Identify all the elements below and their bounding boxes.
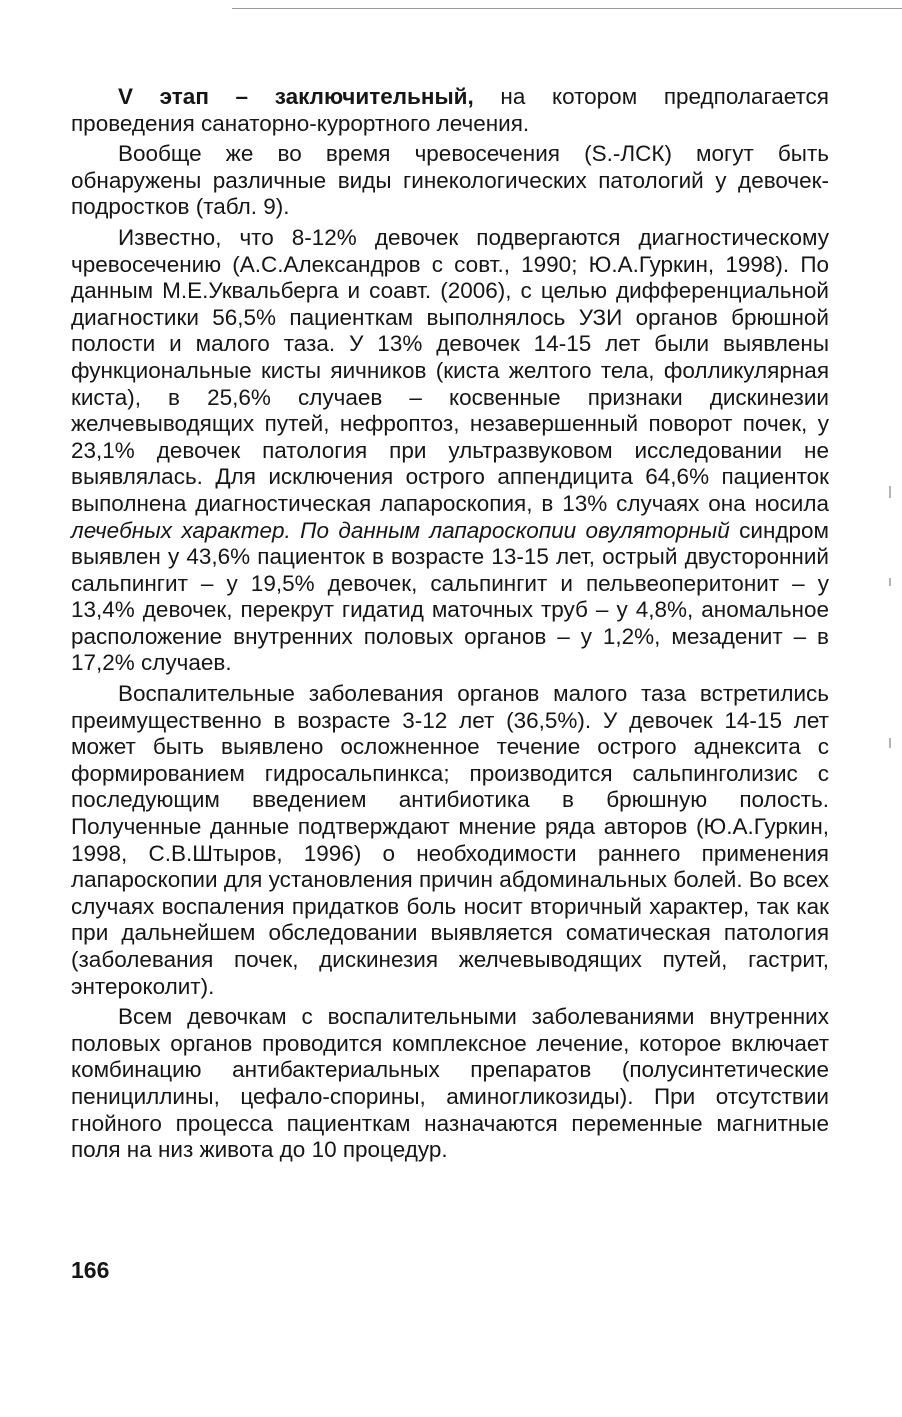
paragraph-3 — [71, 225, 829, 677]
page-body — [71, 84, 829, 1164]
page-number: 166 — [71, 1257, 110, 1283]
paragraph-3-italic: лечебных характер. По данным лапароскопии овуляторный — [71, 517, 730, 543]
stage-heading: V этап – заключительный, — [118, 84, 474, 109]
paragraph-5: Всем девочкам с воспалительными заболеваниями внутренних половых органов проводится комплексное лечение, которое включает комбинацию антибактериальных препаратов (полусинтетические пенициллины, цефало-спорины, аминогликозиды). При отсутствии гнойного процесса пациенткам назначаются переменные магнитные поля на низ живота до 10 процедур. — [71, 1004, 829, 1163]
paragraph-3-text: Известно, что 8-12% девочек подвергаются диагностическому чревосечению (А.С.Александров с совт., 1990; Ю.А.Гуркин, 1998). По данным М.Е.Уквальберга и соавт. (2006), с целью дифференциальной диагностики 56,5% пациенткам выполнялось УЗИ органов брюшной полости и малого таза. У 13% девочек 14-15 лет были выявлены функциональные кисты яичников (киста желтого тела, фолликулярная киста), в 25,6% случаев – косвенные признаки дискинезии желчевыводящих путей, нефроптоз, незавершенный поворот почек, у 23,1% девочек патология при ультразвуковом исследовании не выявлялась. Для исключения острого аппендицита 64,6% пациенток выполнена диагностическая лапароскопия, в 13% случаях она носила — [71, 224, 829, 516]
paragraph-1 — [71, 84, 829, 137]
paragraph-1-text: на котором предполагается проведения санаторно-курортного лечения. — [71, 84, 829, 136]
paragraph-2: Вообще же во время чревосечения (S.-ЛСК) могут быть обнаружены различные виды гинекологических патологий у девочек-подростков (табл. 9). — [71, 141, 829, 220]
scan-speck — [889, 578, 891, 586]
scan-speck — [889, 738, 891, 748]
paragraph-3-tail: синдром выявлен у 43,6% пациенток в возрасте 13-15 лет, острый двусторонний сальпингит – у 19,5% девочек, сальпингит и пельвеоперитонит – у 13,4% девочек, перекрут гидатид маточных труб – у 4,8%, аномальное расположение внутренних половых органов – у 1,2%, мезаденит – в 17,2% случаев. — [71, 517, 829, 676]
paragraph-4: Воспалительные заболевания органов малого таза встретились преимущественно в возрасте 3-12 лет (36,5%). У девочек 14-15 лет может быть выявлено осложненное течение острого аднексита с формированием гидросальпинкса; производится сальпинголизис с последующим введением антибиотика в брюшную полость. Полученные данные подтверждают мнение ряда авторов (Ю.А.Гуркин, 1998, С.В.Штыров, 1996) о необходимости раннего применения лапароскопии для установления причин абдоминальных болей. Во всех случаях воспаления придатков боль носит вторичный характер, так как при дальнейшем обследовании выявляется соматическая патология (заболевания почек, дискинезия желчевыводящих путей, гастрит, энтероколит). — [71, 681, 829, 999]
top-rule — [232, 8, 902, 9]
scan-speck — [889, 486, 891, 498]
